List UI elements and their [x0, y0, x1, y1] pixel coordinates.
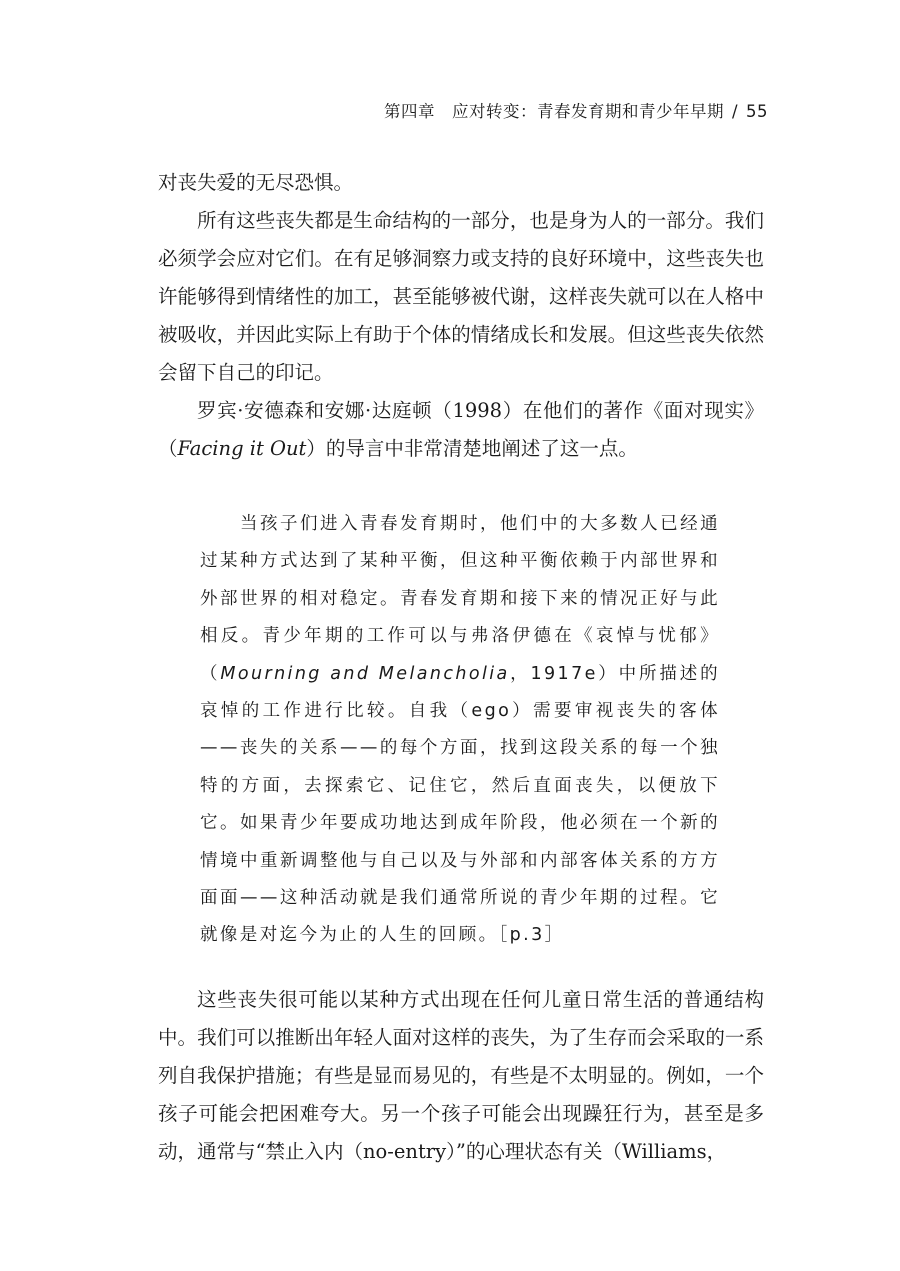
running-head — [384, 98, 768, 122]
body-text-top — [158, 164, 764, 468]
chapter-title: 第四章 应对转变：青春发育期和青少年早期 — [383, 102, 724, 121]
quote-book-title: Mourning and Melancholia — [220, 663, 510, 684]
header-separator: / — [731, 102, 738, 121]
citation-text-start: 罗宾·安德森和安娜·达庭顿（1998）在他们的著作《面对现实》（ — [158, 399, 764, 460]
paragraph-closing: 这些丧失很可能以某种方式出现在任何儿童日常生活的普通结构中。我们可以推断出年轻人面对这样的丧失，为了生存而会采取的一系列自我保护措施；有些是显而易见的，有些是不太明显的。例如，一个孩子可能会把困难夸大。另一个孩子可能会出现躁狂行为，甚至是多动，通常与“禁止入内（no-entry）”的心理状态有关（Williams， — [158, 988, 764, 1163]
book-title-facing-it-out: Facing it Out — [177, 437, 307, 460]
quote-text-start: 当孩子们进入青春发育期时，他们中的大多数人已经通过某种方式达到了某种平衡，但这种平衡依赖于内部世界和外部世界的相对稳定。青春发育期和接下来的情况正好与此相反。青少年期的工作可以与弗洛伊德在《哀悼与忧郁》（ — [200, 514, 720, 684]
paragraph-losses: 所有这些丧失都是生命结构的一部分，也是身为人的一部分。我们必须学会应对它们。在有足够洞察力或支持的良好环境中，这些丧失也许能够得到情绪性的加工，甚至能够被代谢，这样丧失就可以在人格中被吸收，并因此实际上有助于个体的情绪成长和发展。但这些丧失依然会留下自己的印记。 — [158, 209, 764, 384]
citation-text-end: ）的导言中非常清楚地阐述了这一点。 — [306, 437, 638, 460]
paragraph-continuation: 对丧失爱的无尽恐惧。 — [158, 171, 354, 194]
page-number: 55 — [746, 102, 768, 121]
paragraph-citation — [158, 392, 764, 468]
body-text-bottom — [158, 981, 764, 1171]
quote-text-end: ，1917e）中所描述的哀悼的工作进行比较。自我（ego）需要审视丧失的客体——丧失的关系——的每个方面，找到这段关系的每一个独特的方面，去探索它、记住它，然后直面丧失，以便放下它。如果青少年要成功地达到成年阶段，他必须在一个新的情境中重新调整他与自己以及与外部和内部客体关系的方方面面——这种活动就是我们通常所说的青少年期的过程。它就像是对迄今为止的人生的回顾。［p.3］ — [200, 663, 720, 946]
block-quote — [200, 506, 720, 955]
